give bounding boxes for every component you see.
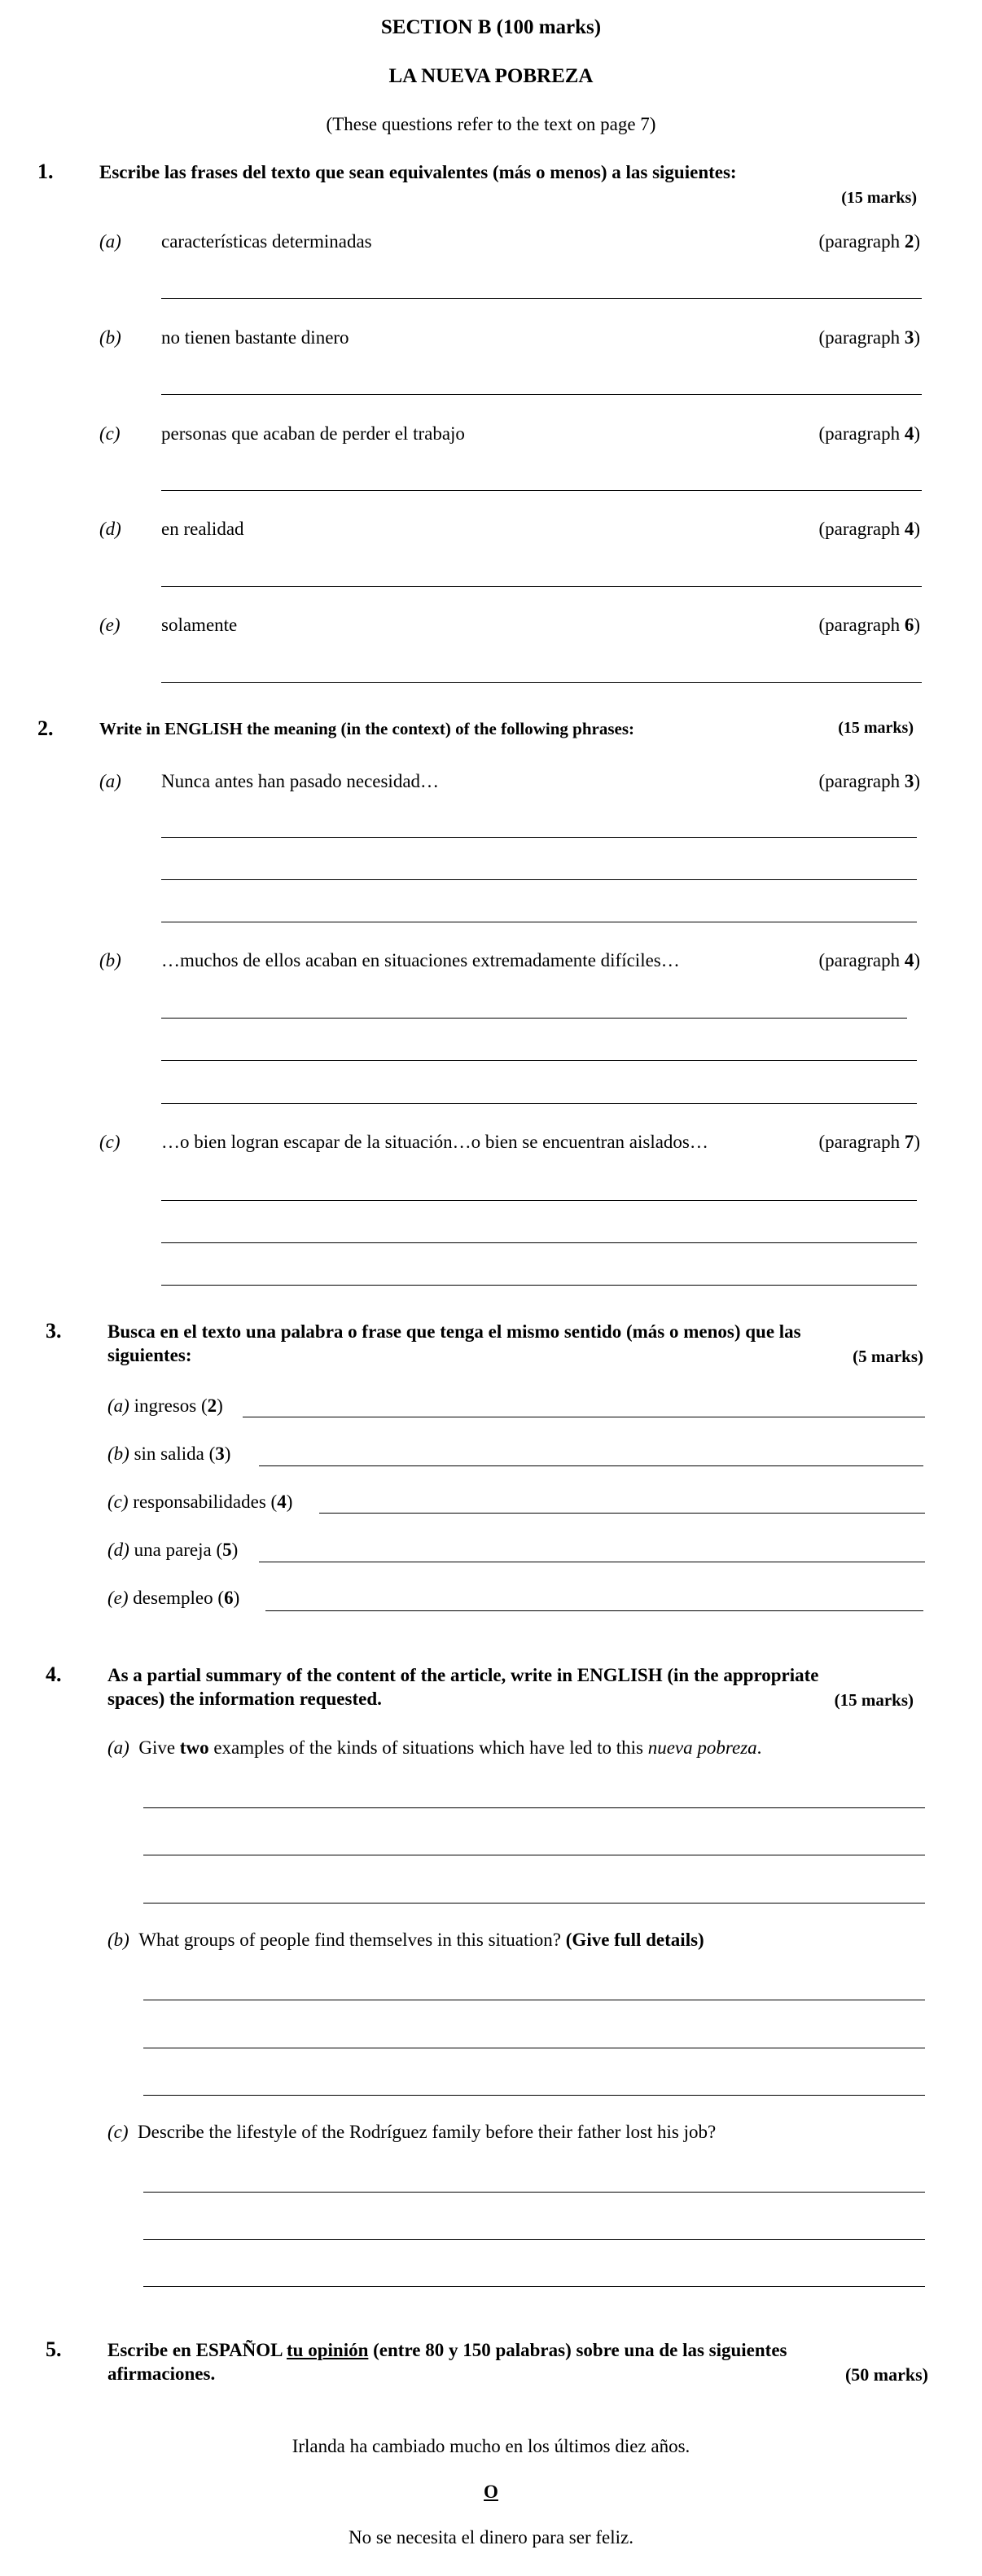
item-prompt: (b) sin salida (3) [107, 1444, 231, 1464]
reference-note: (These questions refer to the text on page 7) [326, 114, 656, 134]
page-title: LA NUEVA POBREZA [388, 65, 594, 87]
answer-line[interactable] [161, 394, 922, 395]
question-5-marks: (50 marks) [844, 2364, 928, 2385]
item-letter: (b) [99, 950, 121, 970]
question-3-instruction: Busca en el texto una palabra o frase que tenga el mismo sentido (más o menos) que las [107, 1321, 801, 1342]
paragraph-ref: (paragraph 7) [818, 1132, 920, 1152]
item-text: en realidad [161, 519, 244, 539]
answer-line[interactable] [161, 1285, 917, 1286]
answer-line[interactable] [143, 2286, 925, 2287]
answer-line[interactable] [143, 2192, 925, 2193]
question-1-number: 1. [37, 160, 54, 183]
item-prompt: (d) una pareja (5) [107, 1540, 239, 1560]
paragraph-ref: (paragraph 3) [818, 771, 920, 791]
section-heading: SECTION B (100 marks) [380, 16, 602, 38]
statement-2: No se necesita el dinero para ser feliz. [349, 2527, 633, 2548]
item-prompt: (e) desempleo (6) [107, 1588, 240, 1608]
answer-line[interactable] [161, 879, 917, 880]
item-text: personas que acaban de perder el trabajo [161, 423, 465, 444]
answer-line[interactable] [143, 1807, 925, 1808]
item-letter: (a) [99, 231, 121, 252]
answer-line[interactable] [161, 298, 922, 299]
item-text: solamente [161, 615, 238, 635]
answer-line[interactable] [259, 1465, 923, 1466]
item-letter: (c) [99, 423, 121, 444]
question-2-number: 2. [37, 716, 54, 740]
paragraph-ref: (paragraph 3) [818, 327, 920, 348]
item-letter: (a) [99, 771, 121, 791]
answer-line[interactable] [143, 1903, 925, 1904]
answer-line[interactable] [161, 1018, 907, 1019]
question-4-instruction: As a partial summary of the content of the article, write in ENGLISH (in the appropriate [107, 1665, 819, 1685]
paragraph-ref: (paragraph 6) [818, 615, 920, 635]
paragraph-ref: (paragraph 4) [818, 519, 920, 539]
answer-line[interactable] [161, 1060, 917, 1061]
answer-line[interactable] [143, 2095, 925, 2096]
item-prompt: (c) Describe the lifestyle of the Rodríguez family before their father lost his job? [107, 2122, 717, 2142]
question-3-number: 3. [46, 1319, 62, 1343]
question-5-number: 5. [46, 2337, 62, 2361]
item-prompt: (b) What groups of people find themselves in this situation? (Give full details) [107, 1930, 704, 1950]
item-letter: (e) [99, 615, 121, 635]
item-prompt: (a) ingresos (2) [107, 1395, 223, 1416]
answer-line[interactable] [161, 1103, 917, 1104]
question-4-marks: (15 marks) [834, 1690, 914, 1710]
question-2-marks: (15 marks) [838, 719, 914, 737]
paragraph-ref: (paragraph 4) [818, 423, 920, 444]
item-text: Nunca antes han pasado necesidad… [161, 771, 440, 791]
answer-line[interactable] [265, 1610, 923, 1611]
question-3-instruction-cont: siguientes: [107, 1345, 192, 1365]
item-letter: (d) [99, 519, 121, 539]
question-5-instruction-cont: afirmaciones. [107, 2364, 216, 2384]
or-separator: O [484, 2482, 498, 2502]
paragraph-ref: (paragraph 4) [818, 950, 920, 970]
answer-line[interactable] [161, 490, 922, 491]
item-text: características determinadas [161, 231, 372, 252]
question-1-marks: (15 marks) [841, 189, 917, 207]
answer-line[interactable] [161, 1242, 917, 1243]
answer-line[interactable] [143, 2239, 925, 2240]
question-3-marks: (5 marks) [853, 1347, 923, 1366]
paragraph-ref: (paragraph 2) [818, 231, 920, 252]
statement-1: Irlanda ha cambiado mucho en los últimos diez años. [292, 2436, 690, 2456]
question-4-number: 4. [46, 1663, 62, 1686]
question-1-instruction: Escribe las frases del texto que sean equivalentes (más o menos) a las siguientes: [99, 162, 737, 182]
item-letter: (c) [99, 1132, 121, 1152]
question-4-instruction-cont: spaces) the information requested. [107, 1689, 382, 1709]
item-text: …muchos de ellos acaban en situaciones extremadamente difíciles… [161, 950, 680, 970]
answer-line[interactable] [161, 1200, 917, 1201]
item-letter: (b) [99, 327, 121, 348]
item-prompt: (c) responsabilidades (4) [107, 1492, 293, 1512]
item-prompt: (a) Give two examples of the kinds of situations which have led to this nueva pobreza. [107, 1737, 762, 1758]
question-5-instruction: Escribe en ESPAÑOL tu opinión (entre 80 y 150 palabras) sobre una de las siguientes [107, 2340, 787, 2360]
item-text: no tienen bastante dinero [161, 327, 349, 348]
item-text: …o bien logran escapar de la situación…o bien se encuentran aislados… [161, 1132, 708, 1152]
question-2-instruction: Write in ENGLISH the meaning (in the context) of the following phrases: [99, 719, 635, 738]
answer-line[interactable] [161, 837, 917, 838]
answer-line[interactable] [319, 1513, 925, 1514]
answer-line[interactable] [161, 682, 922, 683]
answer-line[interactable] [161, 586, 922, 587]
